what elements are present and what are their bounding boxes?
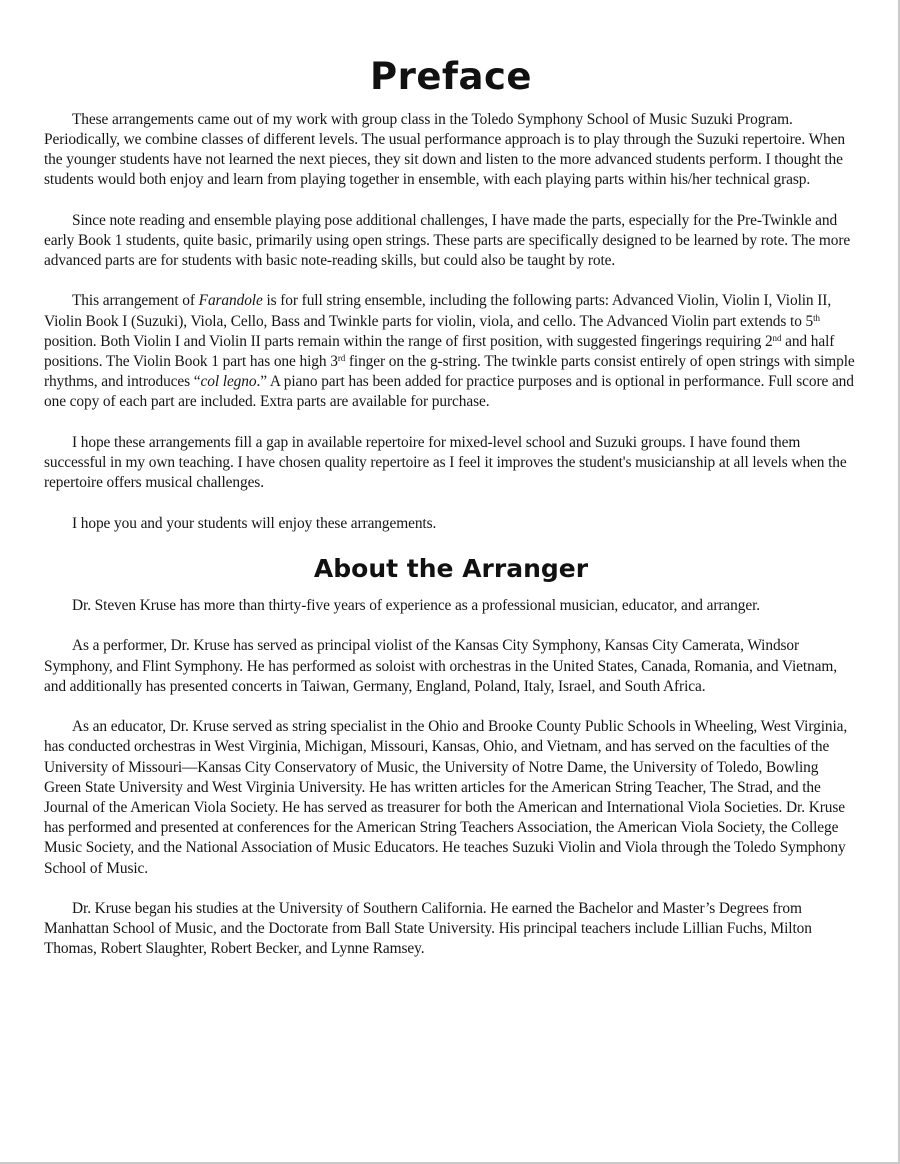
p3-text-4: and half positions. The Violin Book 1 part has one high 3 xyxy=(44,332,835,370)
preface-paragraph-5: I hope you and your students will enjoy these arrangements. xyxy=(72,514,437,532)
ordinal-suffix-nd: nd xyxy=(772,332,782,343)
ordinal-suffix-th: th xyxy=(813,312,820,323)
about-paragraph-2: As a performer, Dr. Kruse has served as principal violist of the Kansas City Symphony, Kansas City Camerata, Windsor Symphony, and Flint Symphony. He has performed as soloist with orchestras in the United States, Canada, Romania, and Vietnam, and additionally has presented concerts in Taiwan, Germany, England, Poland, Italy, Israel, and South Africa. xyxy=(44,637,838,695)
p3-text-2: is for full string ensemble, including the following parts: Advanced Violin, Violin I, Violin II, Violin Book I (Suzuki), Viola, Cello, Bass and Twinkle parts for violin, viola, and cello. The Advanced Violin part extends to 5 xyxy=(44,292,832,330)
about-heading: About the Arranger xyxy=(313,553,589,583)
page-content xyxy=(44,56,858,960)
p3-text-3: position. Both Violin I and Violin II parts remain within the range of first position, with suggested fingerings requiring 2 xyxy=(44,332,773,350)
about-paragraph-3: As an educator, Dr. Kruse served as string specialist in the Ohio and Brooke County Public Schools in Wheeling, West Virginia, has conducted orchestras in West Virginia, Michigan, Missouri, Kansas, Ohio, and Vietnam, and has served on the faculties of the University of Missouri—Kansas City Conservatory of Music, the University of Notre Dame, the University of Toledo, Bowling Green State University and West Virginia University. He has written articles for the American String Teacher, The Strad, and the Journal of the American Viola Society. He has served as treasurer for both the American and International Viola Societies. Dr. Kruse has performed and presented at conferences for the American String Teachers Association, the American Viola Society, the College Music Society, and the National Association of Music Educators. He teaches Suzuki Violin and Viola through the Toledo Symphony School of Music. xyxy=(44,718,848,877)
about-paragraph-4: Dr. Kruse began his studies at the University of Southern California. He earned the Bachelor and Master’s Degrees from Manhattan School of Music, and the Doctorate from Ball State University. His principal teachers include Lillian Fuchs, Milton Thomas, Robert Slaughter, Robert Becker, and Lynne Ramsey. xyxy=(44,899,812,958)
piece-title: Farandole xyxy=(198,292,263,310)
p3-text-6: .” A piano part has been added for practice purposes and is optional in performance. Full score and one copy of each part are included. Extra parts are available for purchase. xyxy=(44,373,854,411)
p3-text-5: finger on the g-string. The twinkle parts consist entirely of open strings with simple rhythms, and introduces “ xyxy=(44,352,855,391)
about-paragraph-1: Dr. Steven Kruse has more than thirty-five years of experience as a professional musician, educator, and arranger. xyxy=(72,596,760,614)
preface-paragraph-1: These arrangements came out of my work with group class in the Toledo Symphony School of Music Suzuki Program. Periodically, we combine classes of different levels. The usual performance approach is to play through the Suzuki repertoire. When the younger students have not learned the next pieces, they sit down and listen to the more advanced students perform. I thought the students would both enjoy and learn from playing together in ensemble, with each playing parts within his/her technical grasp. xyxy=(44,110,845,189)
col-legno-term: col legno xyxy=(200,373,257,391)
preface-paragraph-3 xyxy=(44,291,858,412)
preface-heading: Preface xyxy=(369,55,533,98)
p3-text-1: This arrangement of xyxy=(72,292,199,310)
ordinal-suffix-rd: rd xyxy=(337,352,346,363)
preface-paragraph-2: Since note reading and ensemble playing pose additional challenges, I have made the parts, especially for the Pre-Twinkle and early Book 1 students, quite basic, primarily using open strings. These parts are specifically designed to be learned by rote. The more advanced parts are for students with basic note-reading skills, but could also be taught by rote. xyxy=(44,211,851,269)
preface-paragraph-4: I hope these arrangements fill a gap in available repertoire for mixed-level school and Suzuki groups. I have found them successful in my own teaching. I have chosen quality repertoire as I feel it improves the student's musicianship at all levels when the repertoire offers musical challenges. xyxy=(44,433,847,492)
